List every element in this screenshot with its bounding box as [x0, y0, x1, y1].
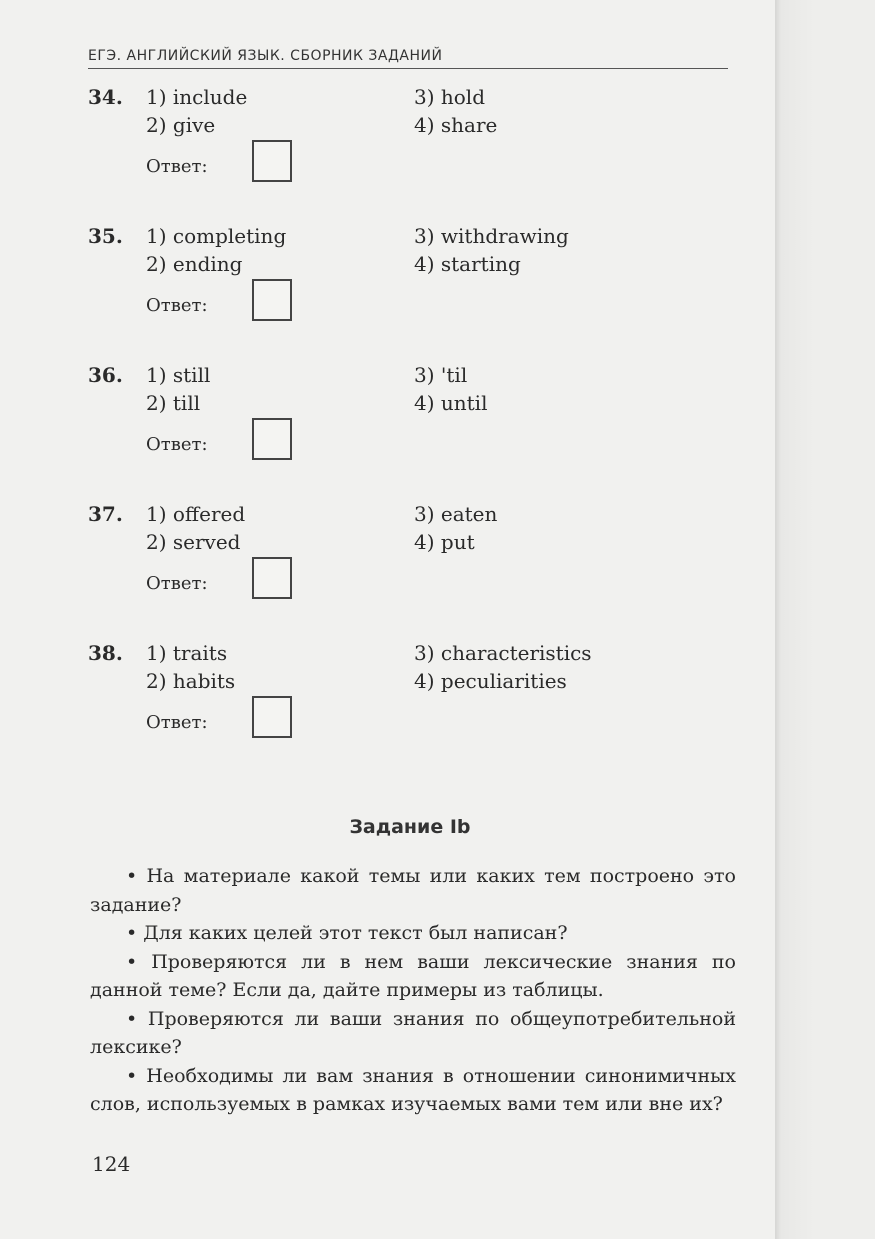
option-4: 4) starting	[414, 252, 521, 276]
task-38	[88, 639, 728, 779]
option-3: 3) withdrawing	[414, 224, 569, 248]
option-2: 2) served	[146, 530, 241, 554]
answer-label: Ответ:	[146, 434, 208, 455]
answer-label: Ответ:	[146, 156, 208, 177]
answer-box[interactable]	[252, 418, 292, 460]
review-questions	[90, 862, 736, 1119]
option-1: 1) still	[146, 363, 211, 387]
task-number: 34.	[88, 85, 123, 109]
option-2: 2) till	[146, 391, 201, 415]
answer-box[interactable]	[252, 557, 292, 599]
task-37	[88, 500, 728, 640]
task-number: 36.	[88, 363, 123, 387]
running-head: ЕГЭ. АНГЛИЙСКИЙ ЯЗЫК. СБОРНИК ЗАДАНИЙ	[88, 48, 443, 64]
answer-label: Ответ:	[146, 573, 208, 594]
option-2: 2) give	[146, 113, 216, 137]
task-35	[88, 222, 728, 362]
answer-label: Ответ:	[146, 712, 208, 733]
option-4: 4) put	[414, 530, 475, 554]
task-number: 35.	[88, 224, 123, 248]
question-item: • Проверяются ли в нем ваши лексические знания по данной теме? Если да, дайте примеры из таблицы.	[90, 950, 736, 1001]
option-4: 4) peculiarities	[414, 669, 567, 693]
section-title: Задание Ib	[349, 816, 471, 838]
task-36	[88, 361, 728, 501]
option-1: 1) include	[146, 85, 248, 109]
option-2: 2) ending	[146, 252, 243, 276]
question-item: • Проверяются ли ваши знания по общеупотребительной лексике?	[90, 1007, 736, 1058]
option-3: 3) characteristics	[414, 641, 592, 665]
page-edge-shadow	[775, 0, 875, 1239]
question-item: • На материале какой темы или каких тем построено это задание?	[90, 865, 736, 916]
task-34	[88, 83, 728, 223]
option-3: 3) 'til	[414, 363, 468, 387]
answer-box[interactable]	[252, 140, 292, 182]
option-1: 1) traits	[146, 641, 228, 665]
answer-label: Ответ:	[146, 295, 208, 316]
task-number: 38.	[88, 641, 123, 665]
question-item: • Для каких целей этот текст был написан?	[126, 922, 568, 944]
option-1: 1) offered	[146, 502, 246, 526]
option-2: 2) habits	[146, 669, 236, 693]
question-item: • Необходимы ли вам знания в отношении синонимичных слов, используемых в рамках изучаемых вами тем или вне их?	[90, 1064, 736, 1115]
option-3: 3) hold	[414, 85, 486, 109]
option-4: 4) share	[414, 113, 498, 137]
header-rule	[88, 68, 728, 69]
option-4: 4) until	[414, 391, 488, 415]
answer-box[interactable]	[252, 279, 292, 321]
task-number: 37.	[88, 502, 123, 526]
answer-box[interactable]	[252, 696, 292, 738]
option-3: 3) eaten	[414, 502, 498, 526]
page-number: 124	[92, 1152, 131, 1176]
option-1: 1) completing	[146, 224, 287, 248]
